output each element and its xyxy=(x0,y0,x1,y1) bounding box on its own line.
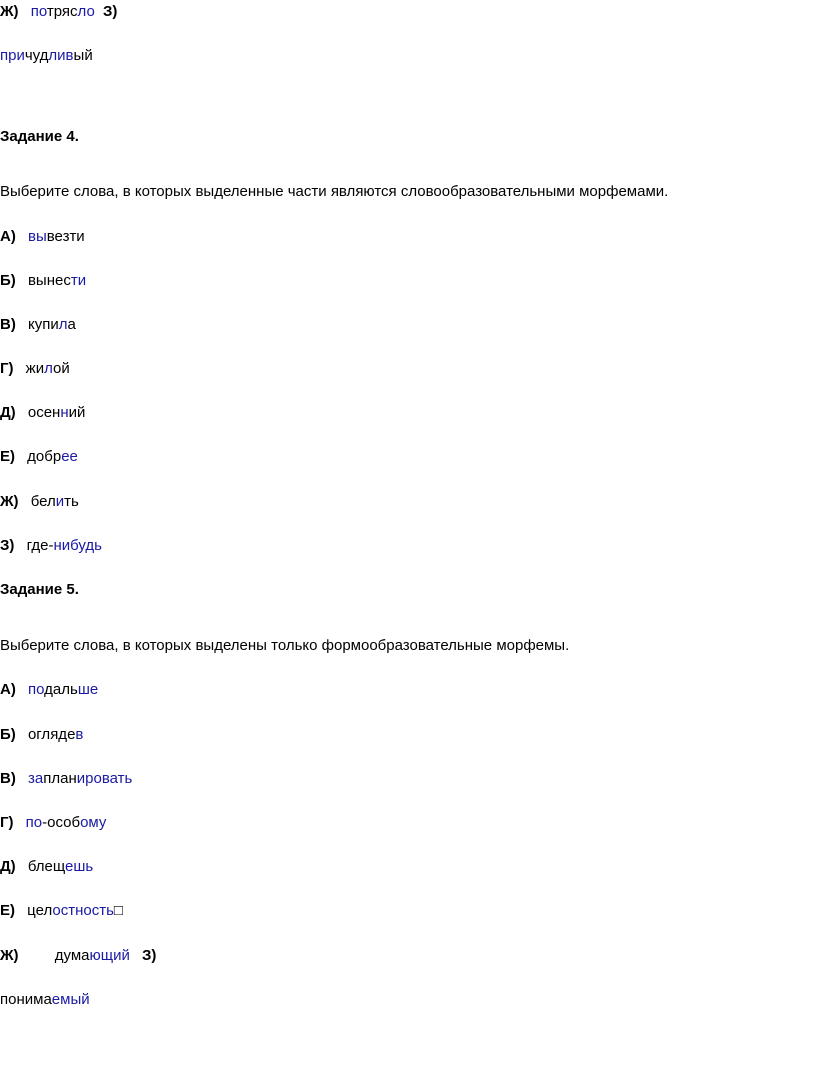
word-part: везти xyxy=(46,228,85,245)
option-label: З) xyxy=(142,947,157,964)
task-question: Выберите слова, в которых выделены только формообразовательные морфемы. xyxy=(0,637,570,654)
option-label: В) xyxy=(0,770,16,787)
option-line xyxy=(0,946,164,966)
word xyxy=(27,902,123,919)
highlighted-morpheme: л xyxy=(44,360,54,377)
option-label: В) xyxy=(0,316,16,333)
word xyxy=(27,448,78,465)
option-line xyxy=(0,492,79,512)
word-part: -особ xyxy=(42,814,81,831)
highlighted-morpheme: лив xyxy=(48,47,74,64)
option-label: А) xyxy=(0,681,16,698)
word-part: добр xyxy=(27,448,62,465)
option-line xyxy=(0,271,86,291)
word-part: даль xyxy=(44,681,78,698)
highlighted-morpheme: вы xyxy=(28,228,47,245)
word-part: блещ xyxy=(27,858,66,875)
word xyxy=(28,228,85,245)
task-title: Задание 4. xyxy=(0,128,79,145)
word-part: чуд xyxy=(24,47,49,64)
option-line xyxy=(0,315,76,335)
word-part: план xyxy=(43,770,77,787)
highlighted-morpheme: за xyxy=(28,770,44,787)
word xyxy=(28,858,93,875)
word xyxy=(28,726,83,743)
option-label: Д) xyxy=(0,404,16,421)
word xyxy=(0,991,90,1008)
highlighted-morpheme: в xyxy=(75,726,84,743)
option-label: Ж) xyxy=(0,493,19,510)
option-line xyxy=(0,901,123,921)
highlighted-morpheme: и xyxy=(55,493,65,510)
option-label: Г) xyxy=(0,360,14,377)
word-part: ть xyxy=(64,493,79,510)
answer-line-z xyxy=(0,46,93,66)
word xyxy=(26,814,107,831)
word xyxy=(26,360,70,377)
option-line xyxy=(0,769,132,789)
word-part: ый xyxy=(73,47,93,64)
word xyxy=(31,493,79,510)
word-part: цел xyxy=(27,902,53,919)
option-label: Б) xyxy=(0,726,16,743)
highlighted-morpheme: ло xyxy=(77,3,95,20)
highlighted-morpheme: ющий xyxy=(89,947,130,964)
option-line xyxy=(0,447,78,467)
word xyxy=(28,404,86,421)
option-label: Ж) xyxy=(0,947,19,964)
word-part: бел xyxy=(30,493,56,510)
word-part: □ xyxy=(113,902,123,919)
word xyxy=(27,537,102,554)
word-part: понима xyxy=(0,991,52,1008)
word-part: ой xyxy=(53,360,70,377)
highlighted-morpheme: при xyxy=(0,47,25,64)
option-line xyxy=(0,990,90,1010)
word xyxy=(28,272,86,289)
highlighted-morpheme: л xyxy=(58,316,68,333)
word-part: осен xyxy=(27,404,61,421)
word-part: а xyxy=(67,316,76,333)
option-line xyxy=(0,813,106,833)
word-part: где- xyxy=(26,537,54,554)
option-line xyxy=(0,725,83,745)
option-label: А) xyxy=(0,228,16,245)
highlighted-morpheme: нибудь xyxy=(53,537,102,554)
task-title: Задание 5. xyxy=(0,581,79,598)
word-part: купи xyxy=(28,316,59,333)
word-part: вынес xyxy=(27,272,71,289)
highlighted-morpheme: емый xyxy=(51,991,90,1008)
option-line xyxy=(0,536,102,556)
option-line xyxy=(0,680,98,700)
option-line xyxy=(0,227,85,247)
word-part: огляде xyxy=(27,726,76,743)
option-line xyxy=(0,403,85,423)
word xyxy=(28,770,132,787)
word-part: дума xyxy=(54,947,90,964)
option-label: Г) xyxy=(0,814,14,831)
highlighted-morpheme: ировать xyxy=(76,770,133,787)
word xyxy=(28,681,98,698)
highlighted-morpheme: по xyxy=(25,814,43,831)
option-label: Е) xyxy=(0,902,15,919)
option-label: Е) xyxy=(0,448,15,465)
task-question: Выберите слова, в которых выделенные части являются словообразовательными морфемами. xyxy=(0,183,669,200)
option-label: Б) xyxy=(0,272,16,289)
option-label: З) xyxy=(0,537,15,554)
word xyxy=(28,316,76,333)
highlighted-morpheme: ому xyxy=(80,814,107,831)
answer-line-zh xyxy=(0,2,125,22)
word xyxy=(31,3,95,20)
option-line xyxy=(0,359,70,379)
option-label: З) xyxy=(102,3,118,20)
word-part: жи xyxy=(25,360,45,377)
option-line xyxy=(0,857,93,877)
highlighted-morpheme: по xyxy=(30,3,47,20)
highlighted-morpheme: остность xyxy=(52,902,114,919)
highlighted-morpheme: н xyxy=(60,404,69,421)
word-part: тряс xyxy=(46,3,78,20)
option-label: Д) xyxy=(0,858,16,875)
highlighted-morpheme: ти xyxy=(70,272,87,289)
option-label: Ж) xyxy=(0,3,19,20)
word xyxy=(0,47,93,64)
highlighted-morpheme: по xyxy=(28,681,45,698)
highlighted-morpheme: ешь xyxy=(65,858,94,875)
highlighted-morpheme: ше xyxy=(77,681,99,698)
highlighted-morpheme: ее xyxy=(61,448,78,465)
word-part: ий xyxy=(68,404,86,421)
word xyxy=(55,947,130,964)
